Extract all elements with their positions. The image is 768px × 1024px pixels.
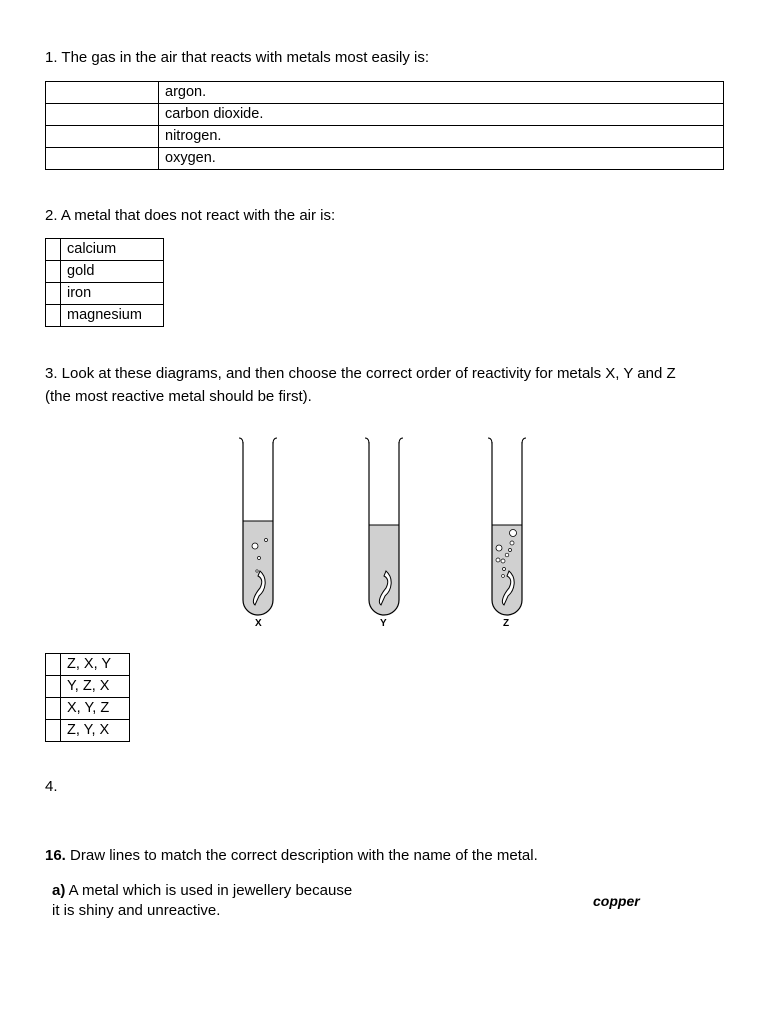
test-tubes-svg: [225, 430, 545, 635]
question-16-part-a-line1: [52, 880, 352, 902]
question-3-prompt-line2: (the most reactive metal should be first).: [45, 388, 312, 405]
option-row[interactable]: [46, 104, 724, 126]
option-label: oxygen.: [159, 148, 724, 170]
option-label: Z, Y, X: [61, 720, 130, 742]
question-1-prompt: 1. The gas in the air that reacts with metals most easily is:: [45, 49, 430, 66]
question-16-text: Draw lines to match the correct description with the name of the metal.: [65, 847, 538, 864]
option-label: X, Y, Z: [61, 698, 130, 720]
metal-name-copper[interactable]: copper: [593, 893, 640, 909]
option-row[interactable]: [46, 283, 164, 305]
tube-label-y: Y: [380, 618, 387, 629]
option-label: magnesium: [61, 305, 164, 327]
answer-box[interactable]: [46, 126, 159, 148]
question-1-options: [45, 81, 724, 170]
answer-box[interactable]: [46, 239, 61, 261]
answer-box[interactable]: [46, 698, 61, 720]
answer-box[interactable]: [46, 261, 61, 283]
answer-box[interactable]: [46, 148, 159, 170]
answer-box[interactable]: [46, 104, 159, 126]
option-label: iron: [61, 283, 164, 305]
part-a-label: a): [52, 882, 66, 899]
test-tube-y: [365, 438, 403, 615]
option-row[interactable]: [46, 126, 724, 148]
option-row[interactable]: [46, 82, 724, 104]
tube-label-x: X: [255, 618, 262, 629]
option-label: nitrogen.: [159, 126, 724, 148]
test-tube-z: [488, 438, 526, 615]
option-label: Z, X, Y: [61, 654, 130, 676]
option-label: carbon dioxide.: [159, 104, 724, 126]
question-16-prompt: [45, 845, 538, 867]
option-row[interactable]: [46, 676, 130, 698]
option-label: calcium: [61, 239, 164, 261]
answer-box[interactable]: [46, 82, 159, 104]
answer-box[interactable]: [46, 283, 61, 305]
answer-box[interactable]: [46, 676, 61, 698]
test-tube-x: [239, 438, 277, 615]
tube-label-z: Z: [503, 618, 510, 629]
question-3-options: [45, 653, 130, 742]
option-row[interactable]: [46, 720, 130, 742]
question-2-options: [45, 238, 164, 327]
option-row[interactable]: [46, 148, 724, 170]
answer-box[interactable]: [46, 720, 61, 742]
question-2-prompt: 2. A metal that does not react with the air is:: [45, 207, 336, 224]
answer-box[interactable]: [46, 654, 61, 676]
option-label: Y, Z, X: [61, 676, 130, 698]
test-tubes-diagram: [225, 430, 545, 640]
part-a-text: A metal which is used in jewellery because: [65, 882, 353, 899]
option-label: argon.: [159, 82, 724, 104]
question-16-part-a-line2: it is shiny and unreactive.: [52, 902, 221, 919]
question-3-prompt-line1: 3. Look at these diagrams, and then choose the correct order of reactivity for metals X, Y and Z: [45, 365, 676, 382]
question-16-number: 16.: [45, 847, 66, 864]
option-label: gold: [61, 261, 164, 283]
option-row[interactable]: [46, 261, 164, 283]
question-4-label: 4.: [45, 778, 58, 795]
option-row[interactable]: [46, 654, 130, 676]
option-row[interactable]: [46, 239, 164, 261]
option-row[interactable]: [46, 305, 164, 327]
option-row[interactable]: [46, 698, 130, 720]
answer-box[interactable]: [46, 305, 61, 327]
